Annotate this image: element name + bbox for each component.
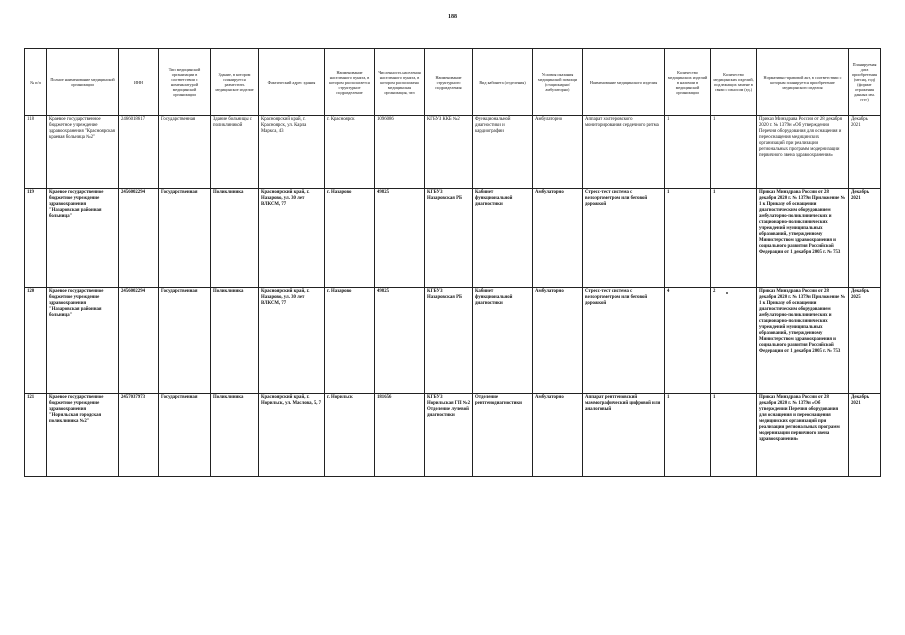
organization-name: Краевое государственное бюджетное учреждение здравоохранения "Норильская городская поликлиника №2" xyxy=(47,394,119,477)
organization-type: Государственная xyxy=(159,394,211,477)
header-cell: Планируемая дата приобретения (месяц, год) (формат отражения данных мм. гггг) xyxy=(849,49,881,116)
row-number: 118 xyxy=(25,116,47,189)
locality: г. Назарово xyxy=(325,189,375,288)
header-cell: № п/п xyxy=(25,49,47,116)
row-number: 120 xyxy=(25,288,47,394)
legal-act: Приказ Минздрава России от 28 декабря 2020 г. № 1379н «Об утверждении Перечня оборудования для оснащения и переоснащения медицинских организаций при реализации региональных программ модернизации первичного звена здравоохранения» xyxy=(757,394,849,477)
address: Красноярский край, г. Норильск, ул. Маслова, 5, 7 xyxy=(259,394,325,477)
building: Здание больницы с поликлиникой xyxy=(211,116,259,189)
locality: г. Красноярск xyxy=(325,116,375,189)
structural-unit: КГБУЗ Назаровская РБ xyxy=(425,288,473,394)
device-name: Аппарат рентгеновский маммографический цифровой или аналоговый xyxy=(583,394,665,477)
building: Поликлиника xyxy=(211,288,259,394)
device-replace-count: 2 xyxy=(711,288,757,394)
table-row xyxy=(25,288,881,394)
table-header-row xyxy=(25,49,881,116)
care-conditions: Амбулаторно xyxy=(533,288,583,394)
legal-act: Приказ Минздрава России от 28 декабря 2020 г. № 1379н Приложение № 1 к Приказу об оснащении диагностическим оборудованием амбулаторно-поликлинических и стационарно-поликлинических учреждений муниципальных образований, утвержденному Министерством здравоохранения и социального развития Российской Федерации от 1 декабря 2005 г. № 753 xyxy=(757,288,849,394)
header-cell: Полное наименование медицинской организации xyxy=(47,49,119,116)
header-cell: ИНН xyxy=(119,49,159,116)
page-number: 188 xyxy=(448,14,457,20)
header-cell: Тип медицинской организации в соответствии с номенклатурой медицинской организации xyxy=(159,49,211,116)
address: Красноярский край, г. Красноярск, ул. Карла Маркса, 43 xyxy=(259,116,325,189)
population: 1096086 xyxy=(375,116,425,189)
row-number: 119 xyxy=(25,189,47,288)
device-name: Стресс-тест система с велоэргометром или беговой дорожкой xyxy=(583,189,665,288)
population: 49825 xyxy=(375,288,425,394)
room-type: Отделение рентгенодиагностики xyxy=(473,394,533,477)
organization-name: Краевое государственное бюджетное учреждение здравоохранения "Назаровская районная больница" xyxy=(47,189,119,288)
header-cell: Количество медицинских изделий, подлежащих замене в связи с износом (ед.) xyxy=(711,49,757,116)
planned-date: Декабрь 2025 xyxy=(849,288,881,394)
organization-type: Государственная xyxy=(159,116,211,189)
address: Красноярский край, г. Назарово, ул. 30 лет ВЛКСМ, 77 xyxy=(259,288,325,394)
care-conditions: Амбулаторно xyxy=(533,116,583,189)
table-row xyxy=(25,189,881,288)
header-cell: Наименование структурного подразделения xyxy=(425,49,473,116)
planned-date: Декабрь 2021 xyxy=(849,394,881,477)
address: Красноярский край, г. Назарово, ул. 30 лет ВЛКСМ, 77 xyxy=(259,189,325,288)
legal-act: Приказ Минздрава России от 28 декабря 2020 г. № 1379н «Об утверждении Перечня оборудования для оснащения и переоснащения медицинских организаций при реализации региональных программ модернизации первичного звена здравоохранения» xyxy=(757,116,849,189)
building: Поликлиника xyxy=(211,189,259,288)
header-cell: Численность населения населенного пункта, в котором расположена медицинская организация, чел xyxy=(375,49,425,116)
device-replace-count: 1 xyxy=(711,394,757,477)
locality: г. Назарово xyxy=(325,288,375,394)
care-conditions: Амбулаторно xyxy=(533,189,583,288)
structural-unit: КГБУЗ Назаровская РБ xyxy=(425,189,473,288)
room-type: Кабинет функциональной диагностики xyxy=(473,288,533,394)
organization-type: Государственная xyxy=(159,288,211,394)
device-quantity: 1 xyxy=(665,116,711,189)
table-row xyxy=(25,116,881,189)
header-cell: Условия оказания медицинской помощи (стационарно/ амбулаторно) xyxy=(533,49,583,116)
device-quantity: 1 xyxy=(665,189,711,288)
planned-date: Декабрь 2021 xyxy=(849,116,881,189)
building: Поликлиника xyxy=(211,394,259,477)
header-cell: Наименование медицинского изделия xyxy=(583,49,665,116)
planned-date: Декабрь 2021 xyxy=(849,189,881,288)
header-cell: Здание, в котором планируется разместить медицинское изделие xyxy=(211,49,259,116)
inn: 2456002294 xyxy=(119,189,159,288)
row-number: 121 xyxy=(25,394,47,477)
header-cell: Вид кабинета (отделения) xyxy=(473,49,533,116)
scan-speck xyxy=(726,292,728,294)
header-cell: Нормативно-правовой акт, в соответствии с которым планируется приобретение медицинского изделия xyxy=(757,49,849,116)
structural-unit: КГБУЗ ККБ №2 xyxy=(425,116,473,189)
inn: 2466018617 xyxy=(119,116,159,189)
population: 49825 xyxy=(375,189,425,288)
care-conditions: Амбулаторно xyxy=(533,394,583,477)
device-quantity: 4 xyxy=(665,288,711,394)
locality: г. Норильск xyxy=(325,394,375,477)
inn: 2456002294 xyxy=(119,288,159,394)
header-cell: Фактический адрес здания xyxy=(259,49,325,116)
structural-unit: КГБУЗ Норильская ГП №2 Отделение лучевой диагностики xyxy=(425,394,473,477)
organization-type: Государственная xyxy=(159,189,211,288)
organization-name: Краевое государственное бюджетное учреждение здравоохранения "Назаровская районная больница" xyxy=(47,288,119,394)
room-type: Функциональной диагностики и кардиографии xyxy=(473,116,533,189)
equipment-registry-table xyxy=(24,48,881,477)
device-name: Аппарат холтеровского мониторирования сердечного ритма xyxy=(583,116,665,189)
device-name: Стресс-тест система с велоэргометром или беговой дорожкой xyxy=(583,288,665,394)
inn: 2457037973 xyxy=(119,394,159,477)
legal-act: Приказ Минздрава России от 28 декабря 2020 г. № 1379н Приложение № 1 к Приказу об оснащении диагностическим оборудованием амбулаторно-поликлинических и стационарно-поликлинических учреждений муниципальных образований, утвержденному Министерством здравоохранения и социального развития Российской Федерации от 1 декабря 2005 г. № 753 xyxy=(757,189,849,288)
header-cell: Наименование населенного пункта, в котором располагается структурное подразделение xyxy=(325,49,375,116)
population: 181656 xyxy=(375,394,425,477)
table-row xyxy=(25,394,881,477)
organization-name: Краевое государственное бюджетное учреждение здравоохранения "Красноярская краевая больница №2" xyxy=(47,116,119,189)
header-cell: Количество медицинских изделий в наличии в медицинской организации xyxy=(665,49,711,116)
device-replace-count: 1 xyxy=(711,116,757,189)
room-type: Кабинет функциональной диагностики xyxy=(473,189,533,288)
device-quantity: 1 xyxy=(665,394,711,477)
device-replace-count: 1 xyxy=(711,189,757,288)
